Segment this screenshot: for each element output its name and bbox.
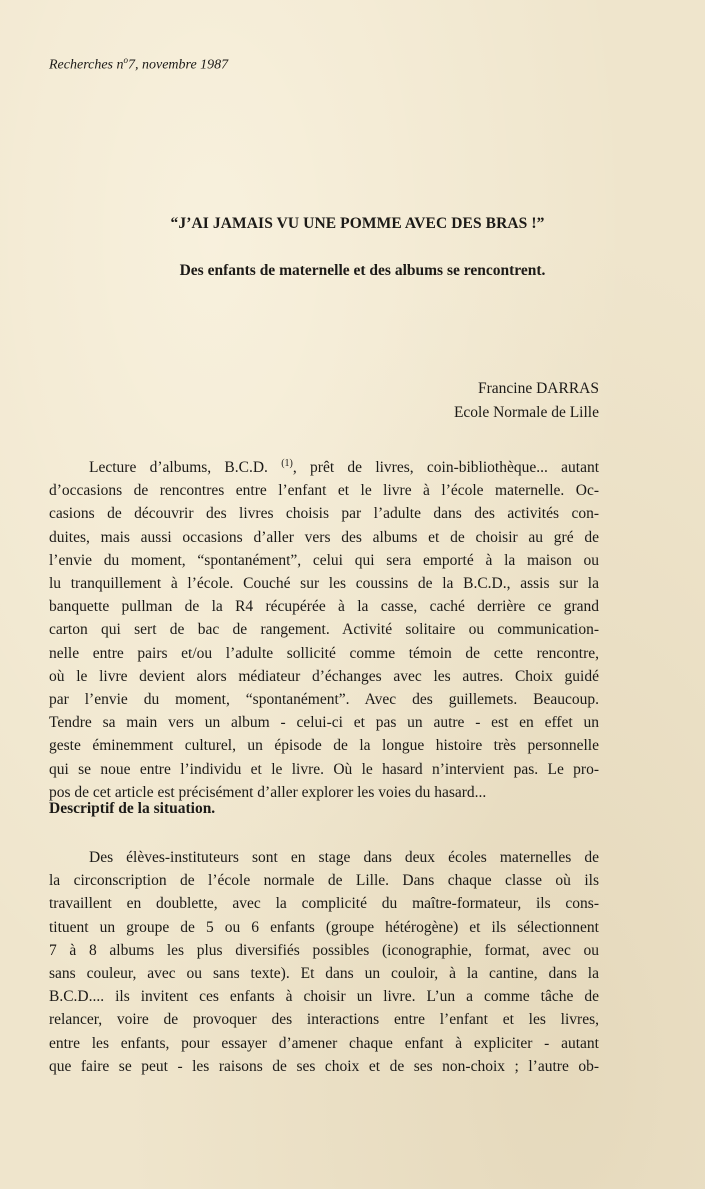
paragraph-line: d’occasions de rencontres entre l’enfant et le livre à l’école maternelle. Oc- [49, 482, 599, 500]
line-text: , prêt de livres, coin-bibliothèque... autant [292, 459, 600, 476]
paragraph-line: Des élèves-instituteurs sont en stage dans deux écoles maternelles de [89, 849, 599, 866]
author-affiliation: Ecole Normale de Lille [453, 404, 599, 421]
paragraph-line: duites, mais aussi occasions d’aller vers des albums et de choisir au gré de [49, 528, 599, 546]
header-number-sup: o [123, 55, 128, 65]
paragraph-intro [49, 452, 599, 804]
paragraph-line: 7 à 8 albums les plus diversifiés possibles (iconographie, format, avec ou [49, 941, 599, 959]
paragraph-line: pos de cet article est précisément d’aller explorer les voies du hasard... [49, 783, 487, 801]
line-text: Lecture d’albums, B.C.D. [89, 459, 268, 476]
paragraph-line: nelle entre pairs et/ou l’adulte sollicité comme témoin de cette rencontre, [49, 644, 599, 662]
paragraph-line: B.C.D.... ils invitent ces enfants à choisir un livre. L’un a comme tâche de [49, 988, 599, 1006]
author-block [454, 377, 599, 425]
paragraph-line: geste éminemment culturel, un épisode de la longue histoire très personnelle [49, 737, 599, 755]
paragraph-line: la circonscription de l’école normale de Lille. Dans chaque classe où ils [49, 872, 599, 890]
article-title: “J’AI JAMAIS VU UNE POMME AVEC DES BRAS !” [170, 215, 545, 232]
article-subtitle: Des enfants de maternelle et des albums se rencontrent. [179, 262, 546, 279]
paragraph-line: banquette pullman de la R4 récupérée à la casse, caché derrière ce grand [49, 598, 599, 616]
paragraph-line: où le livre devient alors médiateur d’échanges avec les autres. Choix guidé [49, 667, 599, 685]
section-heading: Descriptif de la situation. [49, 800, 216, 817]
paragraph-line [49, 452, 599, 479]
paragraph-line: lu tranquillement à l’école. Couché sur les coussins de la B.C.D., assis sur la [49, 575, 599, 593]
running-header [49, 55, 228, 74]
paragraph-line: carton qui sert de bac de rangement. Activité solitaire ou communication- [49, 621, 599, 639]
paragraph-line: par l’envie du moment, “spontanément”. Avec des guillemets. Beaucoup. [49, 691, 599, 709]
paragraph-line: travaillent en doublette, avec la complicité du maître-formateur, ils cons- [49, 895, 599, 913]
header-journal: Recherches n [49, 57, 124, 73]
paragraph-line: tituent un groupe de 5 ou 6 enfants (groupe hétérogène) et ils sélectionnent [49, 918, 599, 936]
paragraph-line: casions de découvrir des livres choisis par l’adulte dans des activités con- [49, 505, 599, 523]
paragraph-situation [49, 846, 599, 1078]
header-issue-date: 7, novembre 1987 [128, 57, 229, 73]
paragraph-line: relancer, voire de provoquer des interactions entre l’enfant et les livres, [49, 1011, 599, 1029]
paragraph-line: que faire se peut - les raisons de ses choix et de ses non-choix ; l’autre ob- [49, 1057, 599, 1075]
paragraph-line: l’envie du moment, “spontanément”, celui qui sera emporté à la maison ou [49, 551, 599, 569]
paragraph-line: sans couleur, avec ou sans texte). Et dans un couloir, à la cantine, dans la [49, 965, 599, 983]
paragraph-line: entre les enfants, pour essayer d’amener chaque enfant à expliciter - autant [49, 1034, 599, 1052]
author-name: Francine DARRAS [478, 380, 599, 397]
footnote-mark: (1) [281, 458, 293, 469]
paragraph-line: qui se noue entre l’individu et le livre. Où le hasard n’intervient pas. Le pro- [49, 760, 599, 778]
paragraph-line: Tendre sa main vers un album - celui-ci et pas un autre - est en effet un [49, 714, 599, 732]
